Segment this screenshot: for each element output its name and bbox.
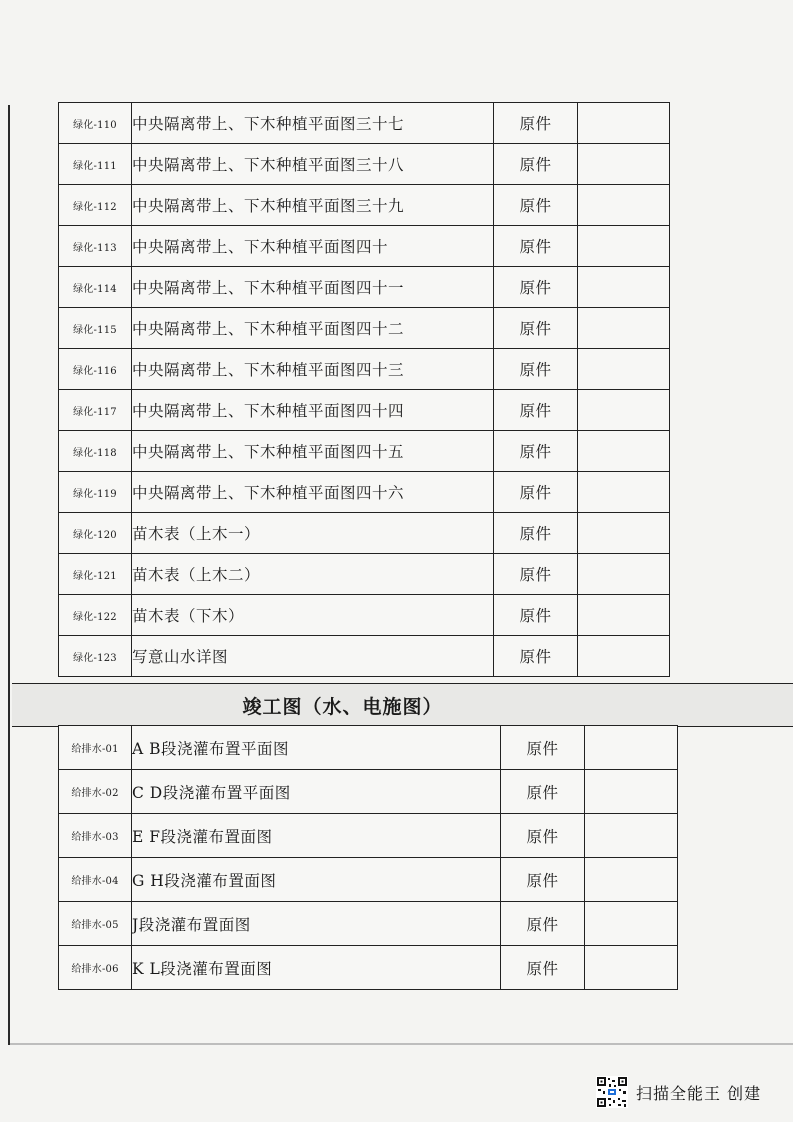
remark-cell [578, 308, 670, 349]
drawing-status: 原件 [501, 858, 585, 902]
drawing-status: 原件 [494, 267, 578, 308]
remark-cell [585, 770, 678, 814]
drawing-code: 绿化-117 [59, 390, 132, 431]
drawing-status: 原件 [501, 946, 585, 990]
drawing-title: K L段浇灌布置面图 [132, 946, 501, 990]
remark-cell [578, 431, 670, 472]
drawing-status: 原件 [494, 185, 578, 226]
drawing-status: 原件 [501, 902, 585, 946]
remark-cell [578, 185, 670, 226]
drawing-title: 中央隔离带上、下木种植平面图四十六 [132, 472, 494, 513]
remark-cell [578, 554, 670, 595]
water-drawing-table [58, 725, 678, 990]
remark-cell [578, 472, 670, 513]
remark-cell [578, 390, 670, 431]
table-row [59, 513, 670, 554]
drawing-code: 给排水-01 [59, 726, 132, 770]
drawing-code: 绿化-114 [59, 267, 132, 308]
drawing-title: 中央隔离带上、下木种植平面图四十四 [132, 390, 494, 431]
drawing-status: 原件 [501, 770, 585, 814]
table-row [59, 349, 670, 390]
table-row [59, 814, 678, 858]
drawing-code: 绿化-120 [59, 513, 132, 554]
drawing-status: 原件 [501, 814, 585, 858]
table-row [59, 308, 670, 349]
table-row [59, 103, 670, 144]
drawing-title: J段浇灌布置面图 [132, 902, 501, 946]
drawing-status: 原件 [494, 349, 578, 390]
drawing-code: 绿化-115 [59, 308, 132, 349]
table-row [59, 390, 670, 431]
table-row [59, 595, 670, 636]
drawing-title: A B段浇灌布置平面图 [132, 726, 501, 770]
remark-cell [578, 103, 670, 144]
table-row [59, 144, 670, 185]
drawing-title: 中央隔离带上、下木种植平面图四十 [132, 226, 494, 267]
drawing-title: 中央隔离带上、下木种植平面图三十九 [132, 185, 494, 226]
table-row [59, 267, 670, 308]
drawing-status: 原件 [494, 144, 578, 185]
greening-drawing-table [58, 102, 670, 677]
table-row [59, 472, 670, 513]
table-row [59, 726, 678, 770]
drawing-title: 苗木表（下木） [132, 595, 494, 636]
drawing-title: 中央隔离带上、下木种植平面图三十八 [132, 144, 494, 185]
remark-cell [578, 595, 670, 636]
remark-cell [585, 726, 678, 770]
drawing-code: 绿化-116 [59, 349, 132, 390]
drawing-code: 给排水-05 [59, 902, 132, 946]
remark-cell [578, 267, 670, 308]
remark-cell [578, 636, 670, 677]
drawing-status: 原件 [494, 554, 578, 595]
drawing-code: 绿化-121 [59, 554, 132, 595]
drawing-title: 中央隔离带上、下木种植平面图四十一 [132, 267, 494, 308]
drawing-code: 绿化-122 [59, 595, 132, 636]
drawing-code: 给排水-03 [59, 814, 132, 858]
table-row [59, 770, 678, 814]
drawing-code: 绿化-123 [59, 636, 132, 677]
drawing-status: 原件 [494, 308, 578, 349]
table-row [59, 946, 678, 990]
drawing-code: 绿化-118 [59, 431, 132, 472]
drawing-status: 原件 [494, 513, 578, 554]
page-bottom-edge [10, 1043, 793, 1045]
drawing-code: 给排水-02 [59, 770, 132, 814]
drawing-title: 写意山水详图 [132, 636, 494, 677]
drawing-code: 绿化-110 [59, 103, 132, 144]
drawing-code: 给排水-04 [59, 858, 132, 902]
table-row [59, 226, 670, 267]
drawing-code: 绿化-119 [59, 472, 132, 513]
drawing-title: 中央隔离带上、下木种植平面图四十三 [132, 349, 494, 390]
watermark-text: 扫描全能王 创建 [636, 1083, 762, 1103]
remark-cell [578, 513, 670, 554]
table-row [59, 902, 678, 946]
drawing-title: 中央隔离带上、下木种植平面图三十七 [132, 103, 494, 144]
remark-cell [585, 814, 678, 858]
drawing-title: 中央隔离带上、下木种植平面图四十二 [132, 308, 494, 349]
drawing-code: 绿化-112 [59, 185, 132, 226]
drawing-status: 原件 [494, 431, 578, 472]
table-row [59, 636, 670, 677]
drawing-title: 苗木表（上木一） [132, 513, 494, 554]
page-margin-rule [8, 105, 10, 1045]
remark-cell [578, 144, 670, 185]
section-header [12, 683, 793, 727]
drawing-title: 中央隔离带上、下木种植平面图四十五 [132, 431, 494, 472]
drawing-code: 绿化-111 [59, 144, 132, 185]
table-row [59, 554, 670, 595]
qr-code-icon [596, 1076, 628, 1108]
drawing-status: 原件 [494, 226, 578, 267]
drawing-status: 原件 [494, 595, 578, 636]
remark-cell [578, 349, 670, 390]
drawing-status: 原件 [494, 390, 578, 431]
scanner-watermark [596, 1074, 761, 1110]
drawing-status: 原件 [501, 726, 585, 770]
drawing-status: 原件 [494, 472, 578, 513]
drawing-title: E F段浇灌布置面图 [132, 814, 501, 858]
drawing-code: 给排水-06 [59, 946, 132, 990]
remark-cell [585, 946, 678, 990]
drawing-status: 原件 [494, 103, 578, 144]
drawing-title: C D段浇灌布置平面图 [132, 770, 501, 814]
table-row [59, 431, 670, 472]
drawing-code: 绿化-113 [59, 226, 132, 267]
drawing-status: 原件 [494, 636, 578, 677]
drawing-title: G H段浇灌布置面图 [132, 858, 501, 902]
table-row [59, 185, 670, 226]
remark-cell [585, 858, 678, 902]
remark-cell [578, 226, 670, 267]
drawing-title: 苗木表（上木二） [132, 554, 494, 595]
section-title: 竣工图（水、电施图） [242, 695, 443, 718]
table-row [59, 858, 678, 902]
remark-cell [585, 902, 678, 946]
